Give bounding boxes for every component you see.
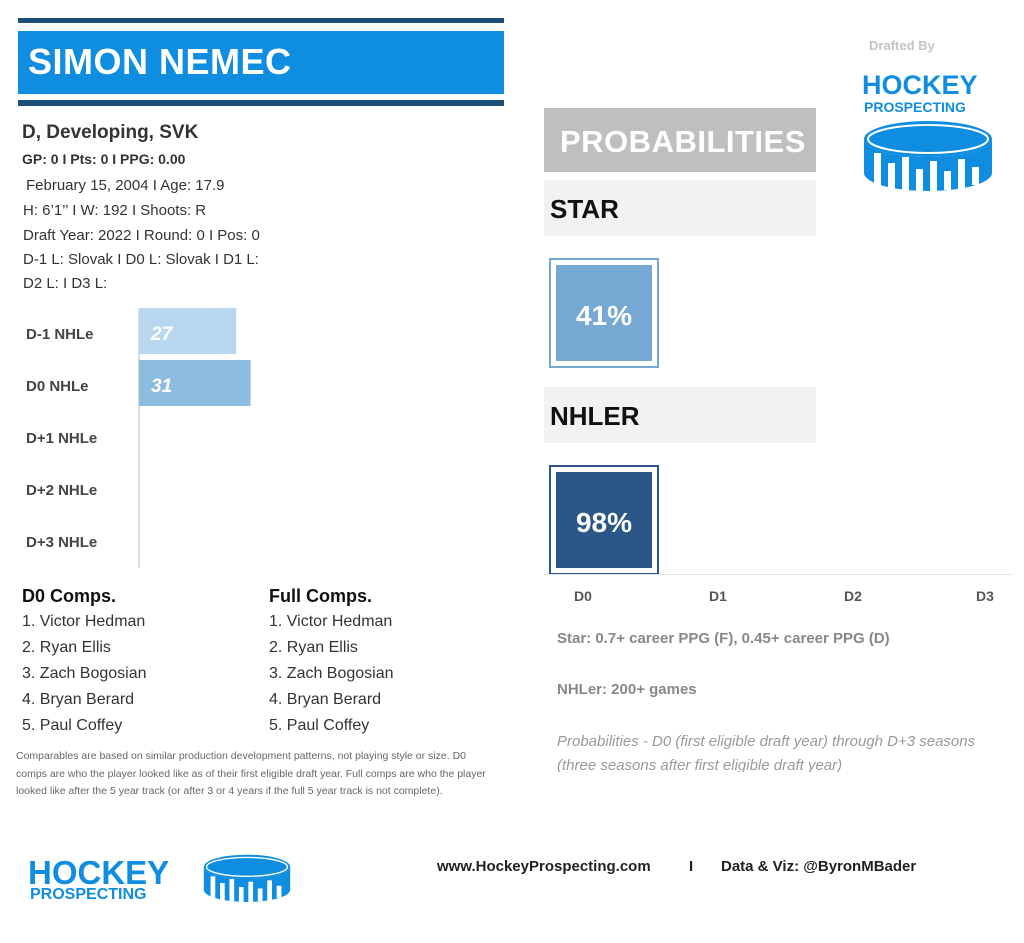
drafted-by-label: Drafted By: [869, 38, 935, 53]
full-comp-5: 5. Paul Coffey: [269, 717, 370, 734]
league-line-2: D2 L: I D3 L:: [23, 275, 108, 292]
player-name: SIMON NEMEC: [28, 41, 292, 82]
nhle-category-label: D-1 NHLe: [26, 326, 94, 343]
star-row-label: [544, 180, 816, 236]
nhle-category-label: D+2 NHLe: [26, 482, 98, 499]
draft-line: Draft Year: 2022 I Round: 0 I Pos: 0: [23, 227, 260, 244]
logo-word-hockey: HOCKEY: [862, 70, 978, 100]
star-d0-probability-cell: [549, 258, 659, 368]
website-link[interactable]: www.HockeyProspecting.com: [437, 858, 651, 875]
d0-comp-2: 2. Ryan Ellis: [22, 639, 111, 656]
footer-puck-logo-icon: [200, 852, 294, 906]
nhle-bar-chart: [0, 300, 520, 575]
full-comp-1: 1. Victor Hedman: [269, 613, 393, 630]
nhler-definition: NHLer: 200+ games: [557, 681, 697, 698]
full-comp-3: 3. Zach Bogosian: [269, 665, 394, 682]
footer-separator: I: [689, 858, 694, 875]
nhle-category-label: D+1 NHLe: [26, 430, 98, 447]
prob-axis-d0: D0: [574, 588, 592, 604]
nhler-row-label: [544, 387, 816, 443]
puck-logo-icon: [860, 117, 996, 197]
d0-comp-5: 5. Paul Coffey: [22, 717, 123, 734]
birth-line: February 15, 2004 I Age: 17.9: [26, 177, 225, 194]
d0-comps-title: D0 Comps.: [22, 586, 117, 606]
probabilities-header: [544, 108, 816, 172]
league-line-1: D-1 L: Slovak I D0 L: Slovak I D1 L:: [23, 251, 259, 268]
d0-comp-1: 1. Victor Hedman: [22, 613, 146, 630]
nhle-bar-value-label: 31: [151, 376, 173, 397]
comps-footnote: Comparables are based on similar production development patterns, not playing style or size. D0 comps are who the player looked like as of their first eligible draft year. Full comps are who the player looked like after the 5 year track (or after 3 or 4 years if the full 5 year track is not complete).: [16, 750, 486, 797]
star-label: STAR: [550, 194, 619, 224]
footer-logo-word-prospecting: PROSPECTING: [30, 886, 147, 903]
star-definition: Star: 0.7+ career PPG (F), 0.45+ career PPG (D): [557, 630, 890, 647]
probabilities-title: PROBABILITIES: [560, 124, 806, 159]
bottom-rule: [18, 100, 504, 106]
stats-line: GP: 0 I Pts: 0 I PPG: 0.00: [22, 151, 186, 167]
top-rule: [18, 18, 504, 23]
position-line: D, Developing, SVK: [22, 122, 199, 143]
probabilities-axis-line: [544, 574, 1014, 575]
d0-comp-4: 4. Bryan Berard: [22, 691, 135, 708]
nhle-category-label: D0 NHLe: [26, 378, 89, 395]
full-comp-2: 2. Ryan Ellis: [269, 639, 358, 656]
logo-word-prospecting: PROSPECTING: [864, 99, 966, 115]
footer-logo-word-hockey: HOCKEY: [28, 854, 170, 891]
prob-axis-d2: D2: [844, 588, 862, 604]
prob-axis-d1: D1: [709, 588, 727, 604]
full-comps-title: Full Comps.: [269, 586, 372, 606]
star-d0-probability-label: 41%: [575, 300, 633, 331]
nhler-d0-probability-cell: [549, 465, 659, 575]
credit-link[interactable]: Data & Viz: @ByronMBader: [721, 858, 917, 875]
nhle-bar-value-label: 27: [151, 324, 173, 345]
d0-comp-3: 3. Zach Bogosian: [22, 665, 147, 682]
nhler-d0-probability-label: 98%: [575, 507, 633, 538]
nhle-category-label: D+3 NHLe: [26, 534, 98, 551]
full-comp-4: 4. Bryan Berard: [269, 691, 382, 708]
body-line: H: 6’1’’ I W: 192 I Shoots: R: [23, 202, 207, 219]
nhler-label: NHLER: [550, 401, 640, 431]
probabilities-note: Probabilities - D0 (first eligible draft year) through D+3 seasons (three seasons after first eligible draft year): [557, 733, 976, 772]
player-name-bar: [18, 31, 504, 94]
prob-axis-d3: D3: [976, 588, 994, 604]
